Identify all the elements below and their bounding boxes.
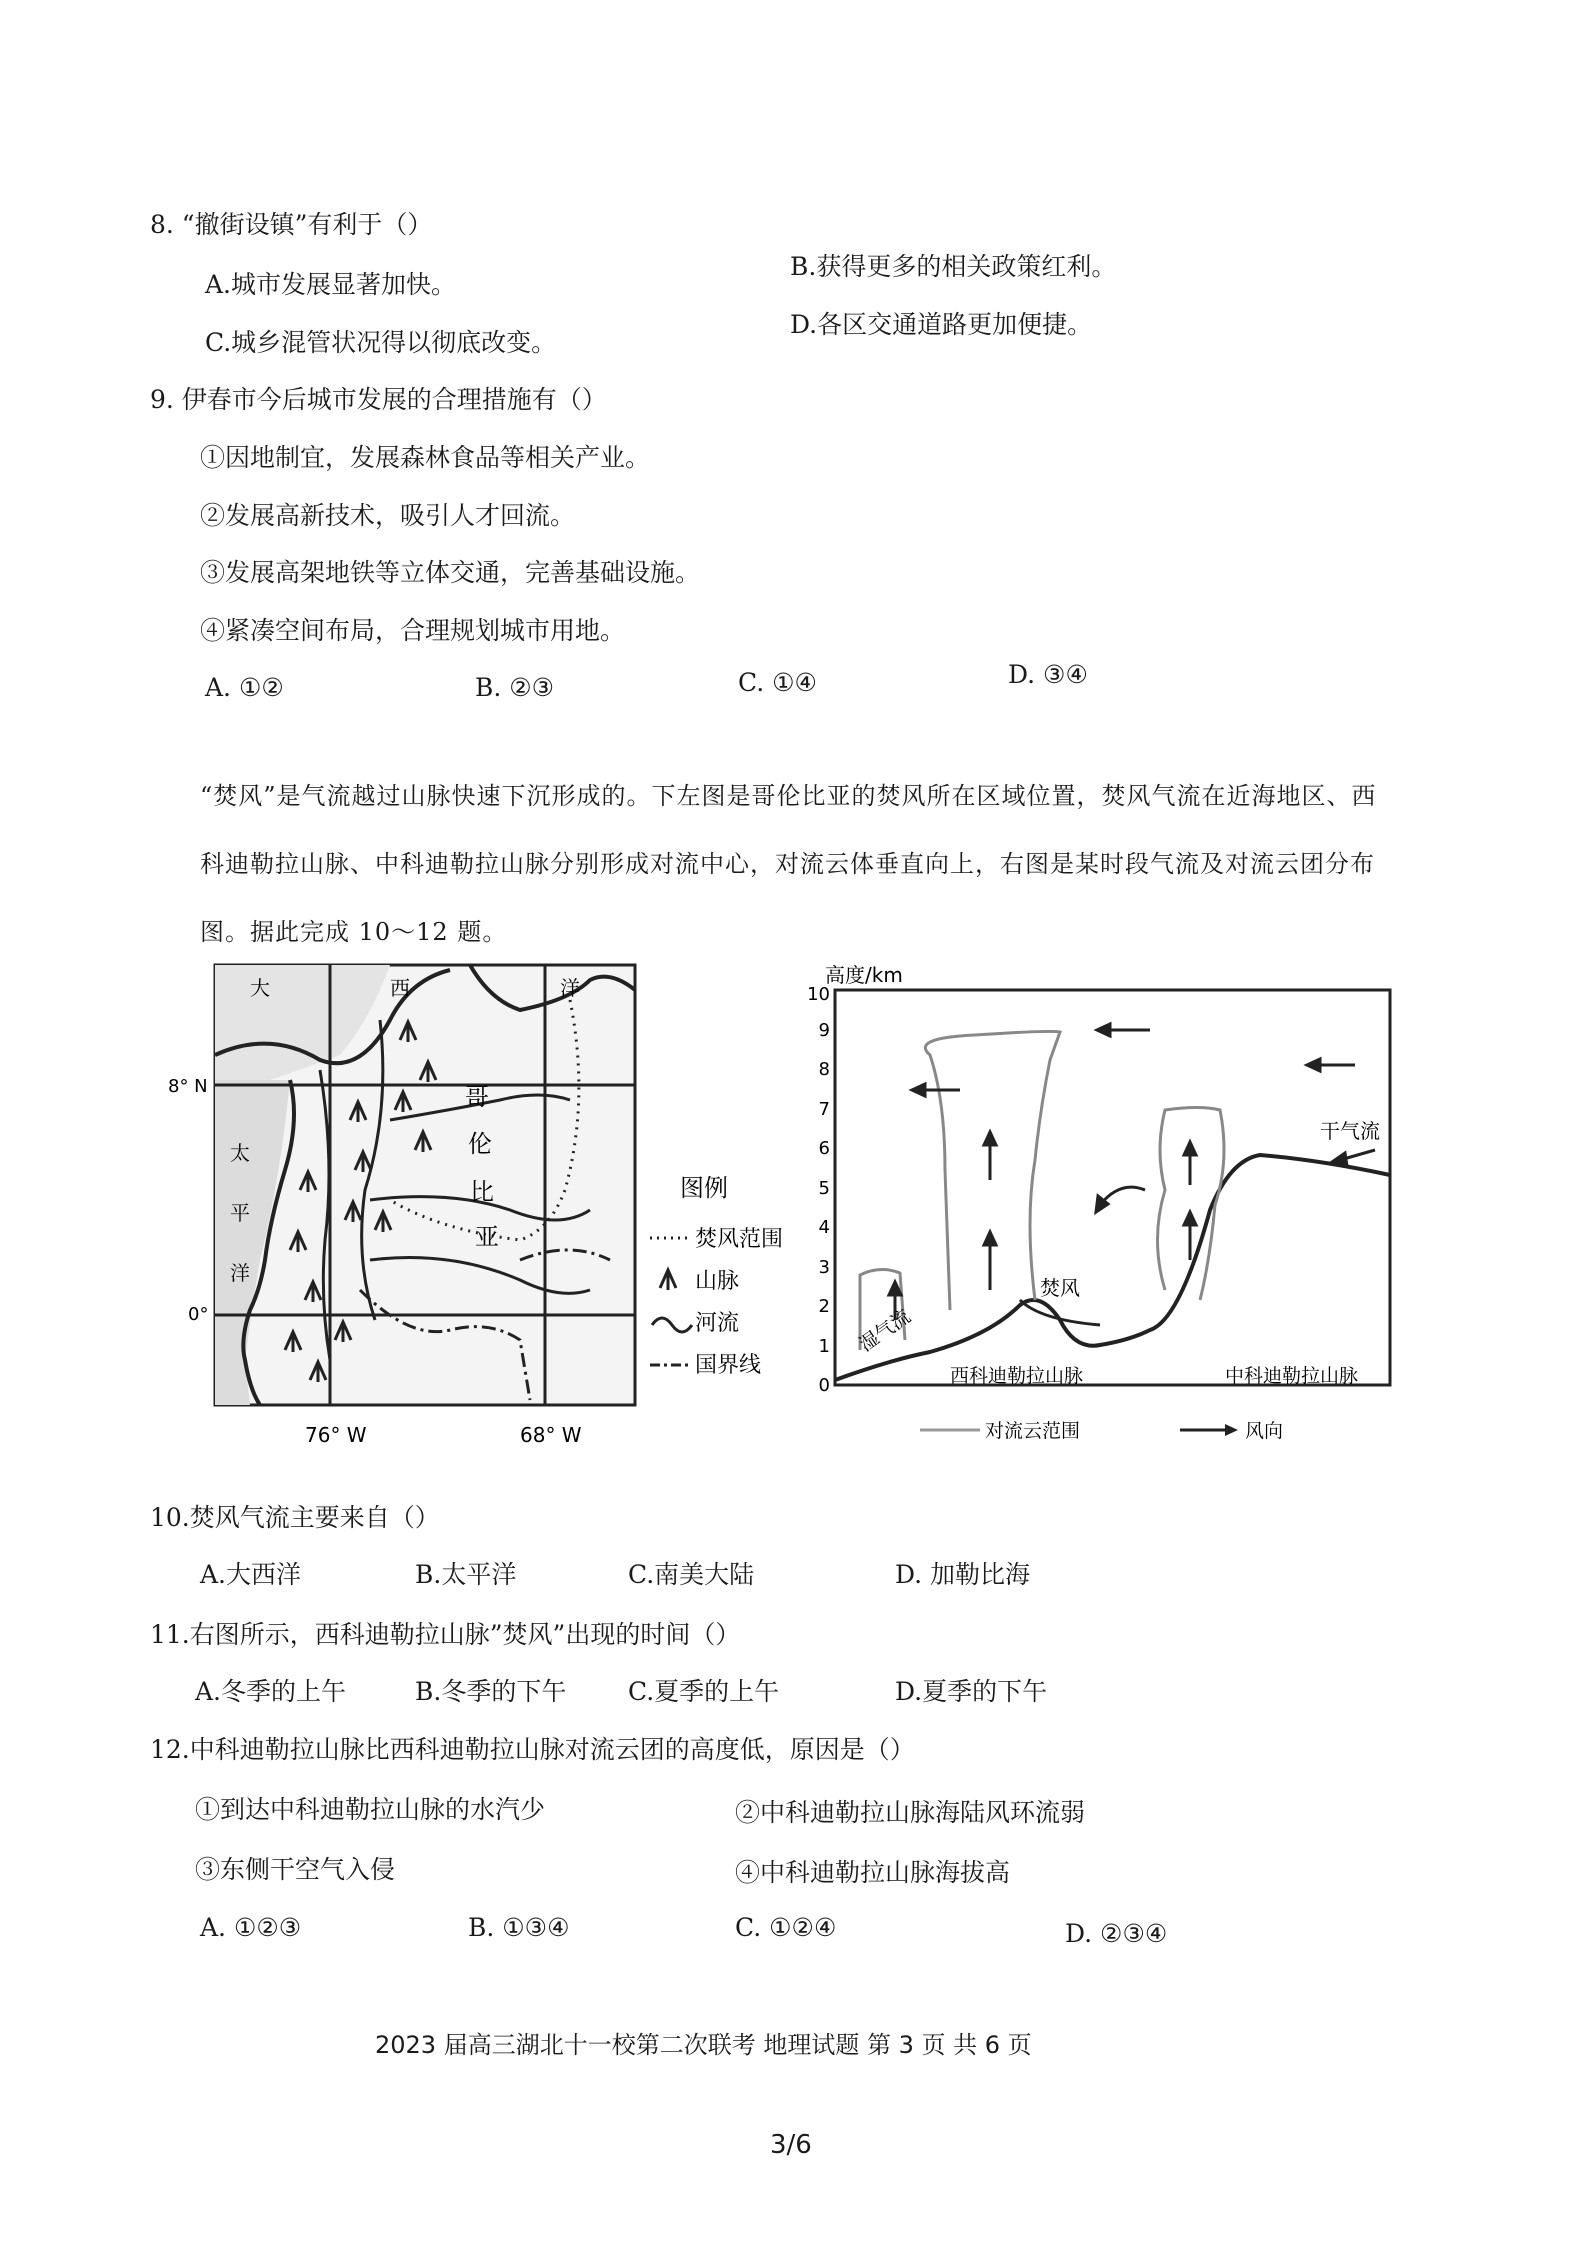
wind-arrows	[889, 1024, 1375, 1325]
colombia-map	[168, 960, 790, 1455]
legend-mountain-label: 山脉	[695, 1269, 740, 1294]
label-foehn: 焚风	[1040, 1276, 1080, 1300]
q8-stem: 8. “撤街设镇”有利于（）	[150, 210, 433, 239]
q12-option-c: C. ①②④	[735, 1913, 837, 1942]
label-central-range: 中科迪勒拉山脉	[1225, 1365, 1359, 1387]
page-footer: 2023 届高三湖北十一校第二次联考 地理试题 第 3 页 共 6 页	[375, 2031, 1032, 2059]
right-profile-figure	[800, 960, 1400, 1475]
q12-item-4: ④中科迪勒拉山脉海拔高	[735, 1858, 1011, 1887]
q11-option-d: D.夏季的下午	[895, 1677, 1048, 1706]
legend-river-label: 河流	[695, 1311, 740, 1336]
q9-option-d: D. ③④	[1008, 660, 1088, 689]
legend-wind-label: 风向	[1245, 1420, 1284, 1442]
ytick-5: 5	[818, 1178, 830, 1199]
q10-option-c: C.南美大陆	[628, 1560, 755, 1589]
q8-option-a: A.城市发展显著加快。	[205, 270, 457, 299]
q12-item-2: ②中科迪勒拉山脉海陆风环流弱	[735, 1798, 1086, 1827]
profile-yticks	[807, 984, 830, 1396]
ytick-8: 8	[818, 1059, 830, 1080]
ytick-10: 10	[807, 984, 830, 1005]
q12-option-a: A. ①②③	[200, 1913, 302, 1942]
lat-8n-label: 8° N	[168, 1076, 208, 1097]
map-label-ocean-1: 大	[250, 976, 270, 1000]
q8-option-b: B.获得更多的相关政策红利。	[790, 252, 1117, 281]
legend-cloud-label: 对流云范围	[985, 1420, 1081, 1442]
map-label-country-3: 比	[470, 1178, 494, 1206]
airflow-profile	[800, 960, 1400, 1475]
ytick-6: 6	[818, 1138, 830, 1159]
q8-option-c: C.城乡混管状况得以彻底改变。	[205, 328, 557, 357]
page-number: 3/6	[770, 2130, 812, 2160]
map-legend-title: 图例	[680, 1174, 728, 1202]
profile-ylabel: 高度/km	[825, 963, 903, 987]
map-label-country-1: 哥	[465, 1083, 489, 1111]
cloud-west-range	[925, 1031, 1060, 1310]
q9-option-c: C. ①④	[738, 668, 817, 697]
q9-item-4: ④紧凑空间布局，合理规划城市用地。	[200, 616, 626, 645]
q11-stem: 11.右图所示，西科迪勒拉山脉”焚风”出现的时间（）	[150, 1620, 741, 1649]
passage-text: “焚风”是气流越过山脉快速下沉形成的。下左图是哥伦比亚的焚风所在区域位置，焚风气流在近海地区、西科迪勒拉山脉、中科迪勒拉山脉分别形成对流中心，对流云体垂直向上，右图是某时段气流及对流云团分布图。据此完成 10～12 题。	[200, 782, 1377, 946]
map-label-country-4: 亚	[475, 1223, 499, 1251]
q11-option-b: B.冬季的下午	[415, 1677, 567, 1706]
q9-item-2: ②发展高新技术，吸引人才回流。	[200, 501, 576, 530]
q9-option-b: B. ②③	[475, 673, 555, 702]
legend-boundary-label: 国界线	[695, 1353, 762, 1378]
lon-76w-label: 76° W	[305, 1423, 367, 1447]
q9-item-3: ③发展高架地铁等立体交通，完善基础设施。	[200, 558, 701, 587]
q9-item-1: ①因地制宜，发展森林食品等相关产业。	[200, 443, 651, 472]
lon-68w-label: 68° W	[520, 1423, 582, 1447]
q12-item-1: ①到达中科迪勒拉山脉的水汽少	[195, 1795, 546, 1824]
map-label-pacific-3: 洋	[230, 1261, 250, 1285]
q12-item-3: ③东侧干空气入侵	[195, 1855, 396, 1884]
label-west-range: 西科迪勒拉山脉	[950, 1365, 1084, 1387]
q12-stem: 12.中科迪勒拉山脉比西科迪勒拉山脉对流云团的高度低，原因是（）	[150, 1735, 915, 1764]
q12-option-b: B. ①③④	[468, 1913, 570, 1942]
q9-stem: 9. 伊春市今后城市发展的合理措施有（）	[150, 385, 607, 414]
q10-option-d: D. 加勒比海	[895, 1560, 1031, 1589]
map-label-ocean-3: 洋	[560, 976, 580, 1000]
map-label-pacific-1: 太	[230, 1141, 250, 1165]
legend-mountain-icon	[660, 1270, 676, 1290]
label-wet-airflow: 湿气流	[855, 1305, 915, 1357]
q10-option-b: B.太平洋	[415, 1560, 517, 1589]
q11-option-a: A.冬季的上午	[195, 1677, 347, 1706]
map-label-pacific-2: 平	[230, 1201, 250, 1225]
legend-river-icon	[652, 1318, 692, 1332]
q9-option-a: A. ①②	[205, 673, 284, 702]
map-label-ocean-2: 西	[390, 976, 410, 1000]
ytick-3: 3	[818, 1257, 830, 1278]
q10-option-a: A.大西洋	[200, 1560, 302, 1589]
q10-stem: 10.焚风气流主要来自（）	[150, 1503, 440, 1532]
ytick-1: 1	[818, 1336, 830, 1357]
map-label-country-2: 伦	[468, 1130, 492, 1158]
ytick-9: 9	[818, 1020, 830, 1041]
q12-option-d: D. ②③④	[1065, 1919, 1168, 1948]
terrain-profile	[835, 1155, 1390, 1380]
legend-arrow-icon	[1225, 1424, 1238, 1436]
ytick-4: 4	[818, 1217, 830, 1238]
profile-frame	[835, 990, 1390, 1385]
ytick-2: 2	[818, 1296, 830, 1317]
ytick-0: 0	[818, 1375, 830, 1396]
q8-option-d: D.各区交通道路更加便捷。	[790, 310, 1093, 339]
label-dry-airflow: 干气流	[1320, 1119, 1380, 1143]
ytick-7: 7	[818, 1099, 830, 1120]
lat-0-label: 0°	[188, 1304, 209, 1325]
left-map-figure	[168, 960, 790, 1455]
q11-option-c: C.夏季的上午	[628, 1677, 780, 1706]
legend-foehn-label: 焚风范围	[695, 1227, 784, 1252]
